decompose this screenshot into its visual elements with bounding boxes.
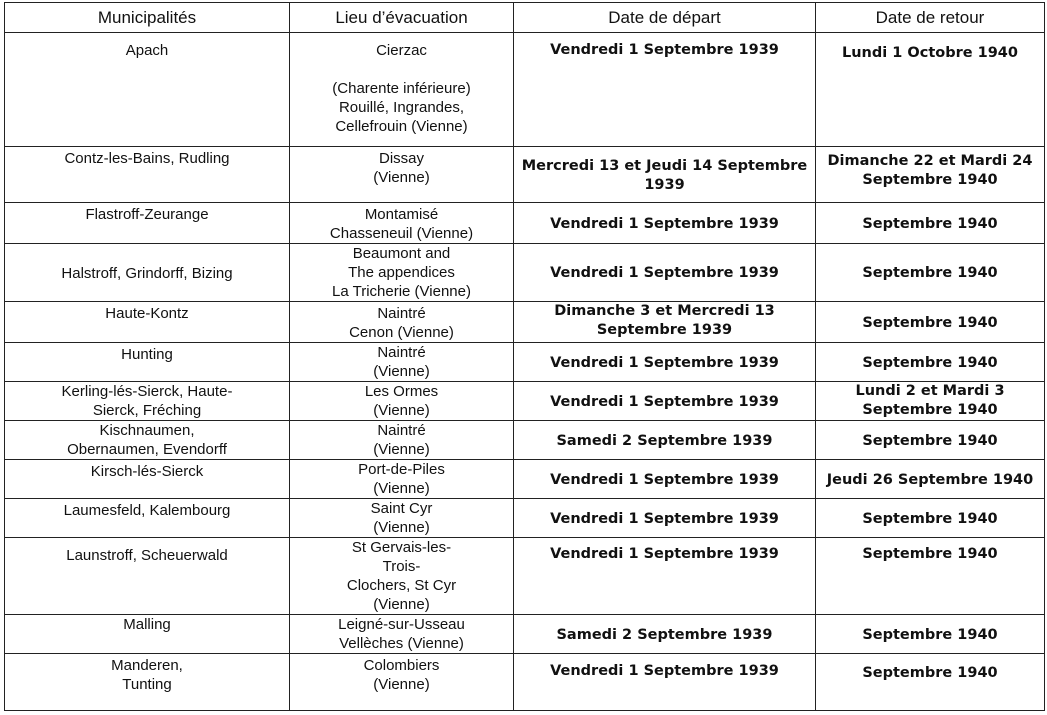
header-municipalities: Municipalités [5, 3, 290, 33]
municipality-cell: Flastroff-Zeurange [85, 206, 209, 223]
municipality-cell: Kirsch-lés-Sierck [90, 463, 204, 480]
departure-date-cell: Vendredi 1 Septembre 1939 [550, 510, 779, 527]
evacuation-place-cell: Beaumont and The appendices La Tricherie (Vienne) [332, 245, 471, 300]
return-date-cell: Septembre 1940 [862, 314, 998, 331]
evacuation-place-cell: Naintré (Vienne) [373, 422, 430, 458]
municipality-cell: Haute-Kontz [105, 305, 189, 322]
municipality-cell: Kerling-lés-Sierck, Haute- Sierck, Fréching [61, 383, 233, 419]
table-row [5, 343, 1045, 382]
return-date-cell: Septembre 1940 [862, 626, 998, 643]
evacuation-place-cell: Leigné-sur-Usseau Vellèches (Vienne) [338, 616, 465, 652]
table-row [5, 460, 1045, 499]
return-date-cell: Septembre 1940 [862, 265, 998, 281]
return-date-cell: Jeudi 26 Septembre 1940 [826, 471, 1034, 488]
return-date-cell: Septembre 1940 [862, 215, 998, 232]
departure-date-cell: Dimanche 3 et Mercredi 13 Septembre 1939 [554, 303, 775, 338]
header-return-date: Date de retour [816, 3, 1045, 33]
departure-date-cell: Vendredi 1 Septembre 1939 [550, 393, 779, 410]
municipality-cell: Halstroff, Grindorff, Bizing [61, 265, 233, 282]
evacuation-place-cell: Port-de-Piles (Vienne) [358, 461, 445, 497]
departure-date-cell: Vendredi 1 Septembre 1939 [550, 354, 779, 371]
evacuation-place-cell: Les Ormes (Vienne) [364, 383, 439, 419]
table-row [5, 654, 1045, 711]
municipality-cell: Contz-les-Bains, Rudling [64, 150, 230, 167]
table-row [5, 382, 1045, 421]
departure-date-cell: Vendredi 1 Septembre 1939 [550, 42, 779, 58]
table-row [5, 421, 1045, 460]
municipality-cell: Malling [123, 616, 171, 633]
evacuation-place-cell: Saint Cyr (Vienne) [370, 500, 433, 536]
table-row [5, 499, 1045, 538]
table-row [5, 147, 1045, 203]
return-date-cell: Septembre 1940 [862, 665, 998, 681]
departure-date-cell: Vendredi 1 Septembre 1939 [550, 215, 779, 232]
departure-date-cell: Mercredi 13 et Jeudi 14 Septembre 1939 [521, 158, 808, 193]
table-row [5, 538, 1045, 615]
departure-date-cell: Vendredi 1 Septembre 1939 [550, 663, 779, 679]
evacuation-place-cell: Colombiers (Vienne) [363, 657, 440, 693]
municipality-cell: Laumesfeld, Kalembourg [63, 502, 231, 519]
return-date-cell: Septembre 1940 [862, 546, 998, 562]
header-evacuation-place: Lieu d’évacuation [290, 3, 514, 33]
return-date-cell: Dimanche 22 et Mardi 24 Septembre 1940 [827, 153, 1033, 188]
evacuation-table [4, 2, 1045, 711]
municipality-cell: Hunting [121, 346, 173, 363]
municipality-cell: Kischnaumen, Obernaumen, Evendorff [67, 422, 227, 458]
header-departure-date: Date de départ [514, 3, 816, 33]
table-row [5, 302, 1045, 343]
evacuation-place-cell: St Gervais-les- Trois- Clochers, St Cyr (Vienne) [346, 539, 457, 613]
departure-date-cell: Vendredi 1 Septembre 1939 [550, 265, 779, 281]
municipality-cell: Manderen, Tunting [111, 657, 183, 693]
return-date-cell: Septembre 1940 [862, 354, 998, 371]
evacuation-place-cell: Montamisé Chasseneuil (Vienne) [329, 206, 474, 242]
evacuation-place-cell: Cierzac (Charente inférieure) Rouillé, Ingrandes, Cellefrouin (Vienne) [332, 42, 471, 135]
departure-date-cell: Vendredi 1 Septembre 1939 [550, 546, 779, 562]
return-date-cell: Lundi 1 Octobre 1940 [841, 45, 1018, 61]
departure-date-cell: Samedi 2 Septembre 1939 [556, 626, 773, 643]
table-row [5, 615, 1045, 654]
evacuation-place-cell: Dissay (Vienne) [373, 150, 430, 186]
evacuation-place-cell: Naintré (Vienne) [373, 344, 430, 380]
municipality-cell: Launstroff, Scheuerwald [66, 547, 228, 564]
municipality-cell: Apach [125, 42, 169, 59]
table-row [5, 203, 1045, 244]
departure-date-cell: Samedi 2 Septembre 1939 [556, 432, 773, 449]
header-row [5, 3, 1045, 33]
return-date-cell: Lundi 2 et Mardi 3 Septembre 1940 [855, 383, 1005, 418]
return-date-cell: Septembre 1940 [862, 432, 998, 449]
table-row [5, 33, 1045, 147]
evacuation-place-cell: Naintré Cenon (Vienne) [349, 305, 454, 341]
return-date-cell: Septembre 1940 [862, 510, 998, 527]
table-row [5, 244, 1045, 302]
departure-date-cell: Vendredi 1 Septembre 1939 [550, 471, 779, 488]
